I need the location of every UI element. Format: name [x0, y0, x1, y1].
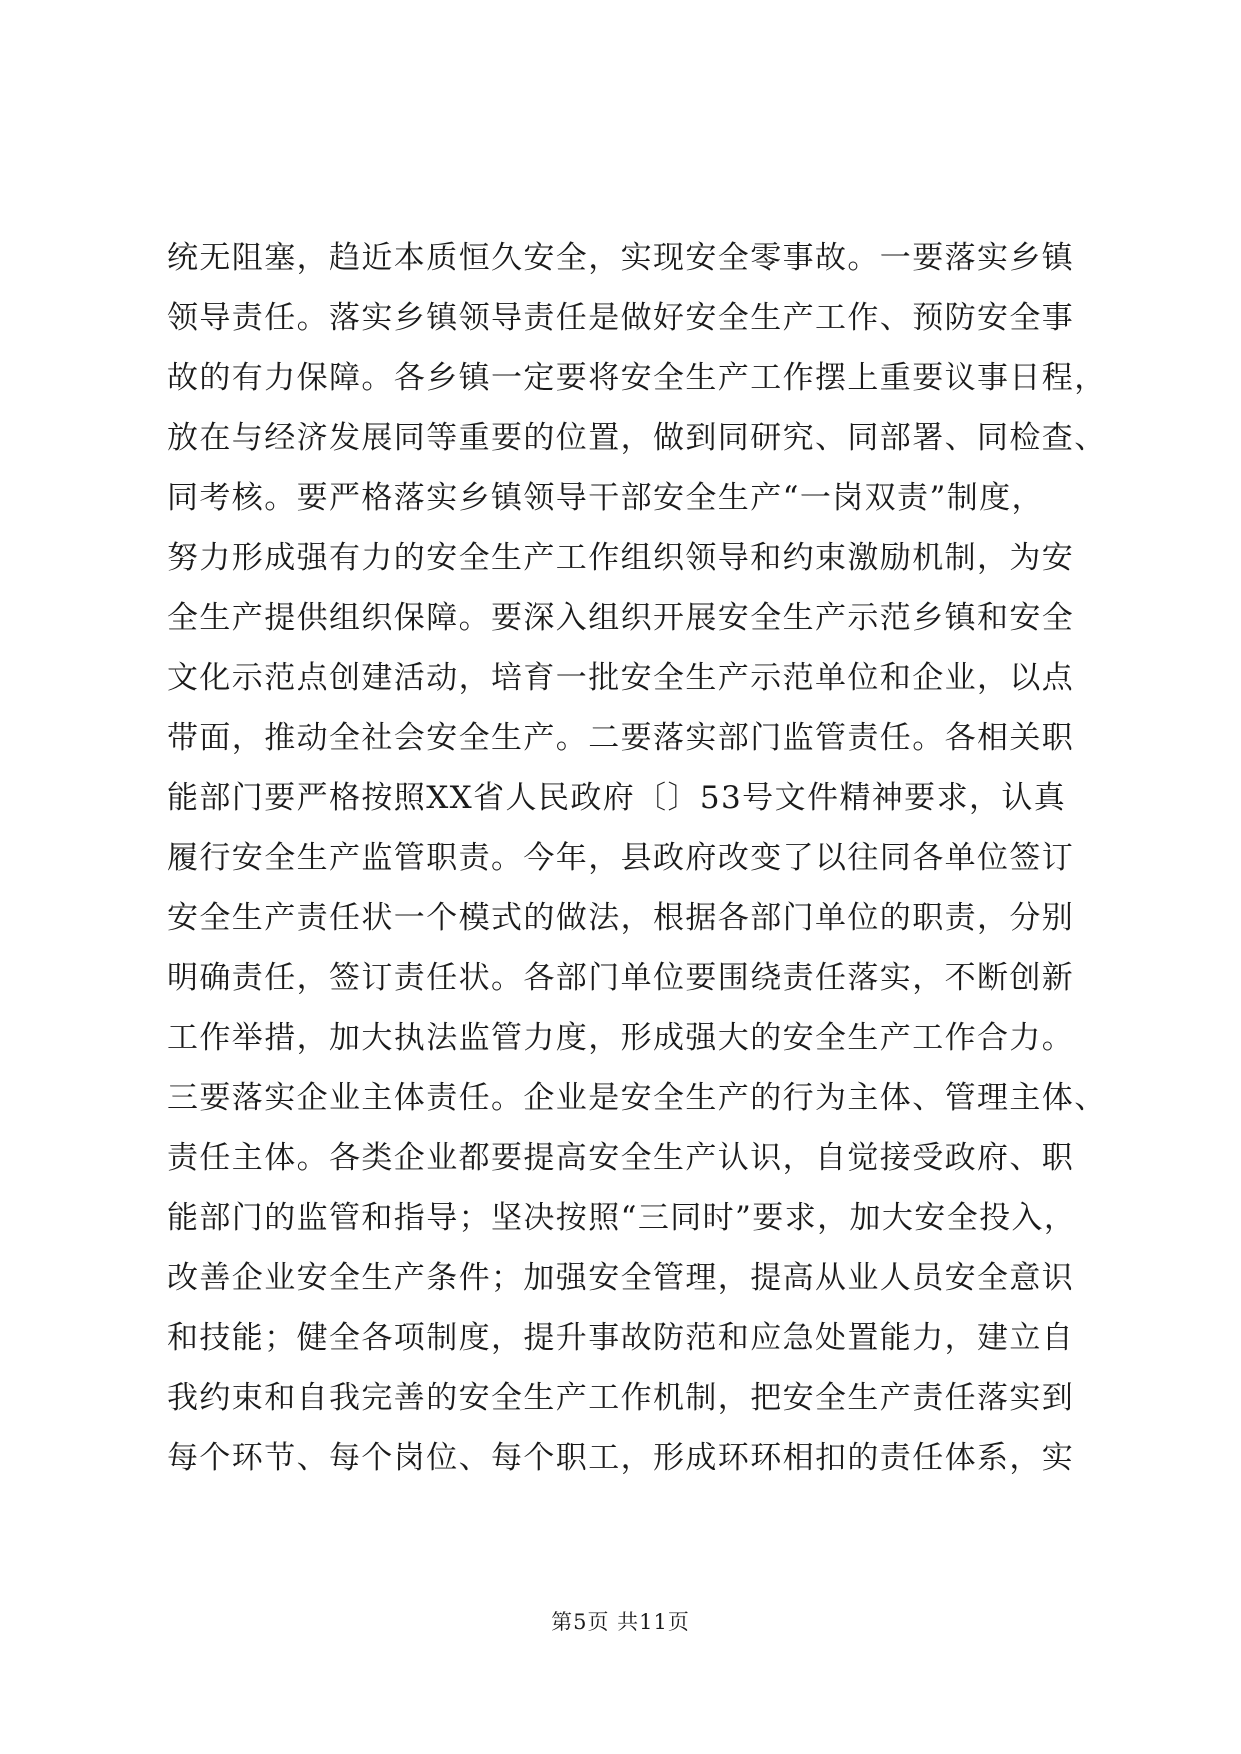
text-line: 能部门要严格按照XX省人民政府〔〕53号文件精神要求，认真	[167, 780, 1067, 816]
text-line: 放在与经济发展同等重要的位置，做到同研究、同部署、同检查、	[167, 420, 1107, 456]
text-line: 统无阻塞，趋近本质恒久安全，实现安全零事故。一要落实乡镇	[167, 240, 1075, 276]
text-line: 和技能；健全各项制度，提升事故防范和应急处置能力，建立自	[167, 1320, 1075, 1356]
text-line: 工作举措，加大执法监管力度，形成强大的安全生产工作合力。	[167, 1020, 1075, 1056]
text-line: 能部门的监管和指导；坚决按照“三同时”要求，加大安全投入，	[167, 1200, 1077, 1236]
text-line: 责任主体。各类企业都要提高安全生产认识，自觉接受政府、职	[167, 1140, 1075, 1176]
text-line: 领导责任。落实乡镇领导责任是做好安全生产工作、预防安全事	[167, 300, 1075, 336]
text-line: 同考核。要严格落实乡镇领导干部安全生产“一岗双责”制度，	[167, 480, 1044, 516]
text-line: 努力形成强有力的安全生产工作组织领导和约束激励机制，为安	[167, 540, 1075, 576]
text-line: 三要落实企业主体责任。企业是安全生产的行为主体、管理主体、	[167, 1080, 1107, 1116]
text-line: 每个环节、每个岗位、每个职工，形成环环相扣的责任体系，实	[167, 1440, 1075, 1476]
text-line: 明确责任，签订责任状。各部门单位要围绕责任落实，不断创新	[167, 960, 1075, 996]
text-line: 履行安全生产监管职责。今年，县政府改变了以往同各单位签订	[167, 840, 1075, 876]
body-text	[167, 228, 1127, 1488]
page-number: 第5页 共11页	[551, 1610, 690, 1634]
text-line: 安全生产责任状一个模式的做法，根据各部门单位的职责，分别	[167, 900, 1075, 936]
text-line: 文化示范点创建活动，培育一批安全生产示范单位和企业，以点	[167, 660, 1075, 696]
text-line: 我约束和自我完善的安全生产工作机制，把安全生产责任落实到	[167, 1380, 1075, 1416]
text-line: 故的有力保障。各乡镇一定要将安全生产工作摆上重要议事日程，	[167, 360, 1107, 396]
text-line: 全生产提供组织保障。要深入组织开展安全生产示范乡镇和安全	[167, 600, 1075, 636]
text-line: 改善企业安全生产条件；加强安全管理，提高从业人员安全意识	[167, 1260, 1075, 1296]
text-line: 带面，推动全社会安全生产。二要落实部门监管责任。各相关职	[167, 720, 1075, 756]
